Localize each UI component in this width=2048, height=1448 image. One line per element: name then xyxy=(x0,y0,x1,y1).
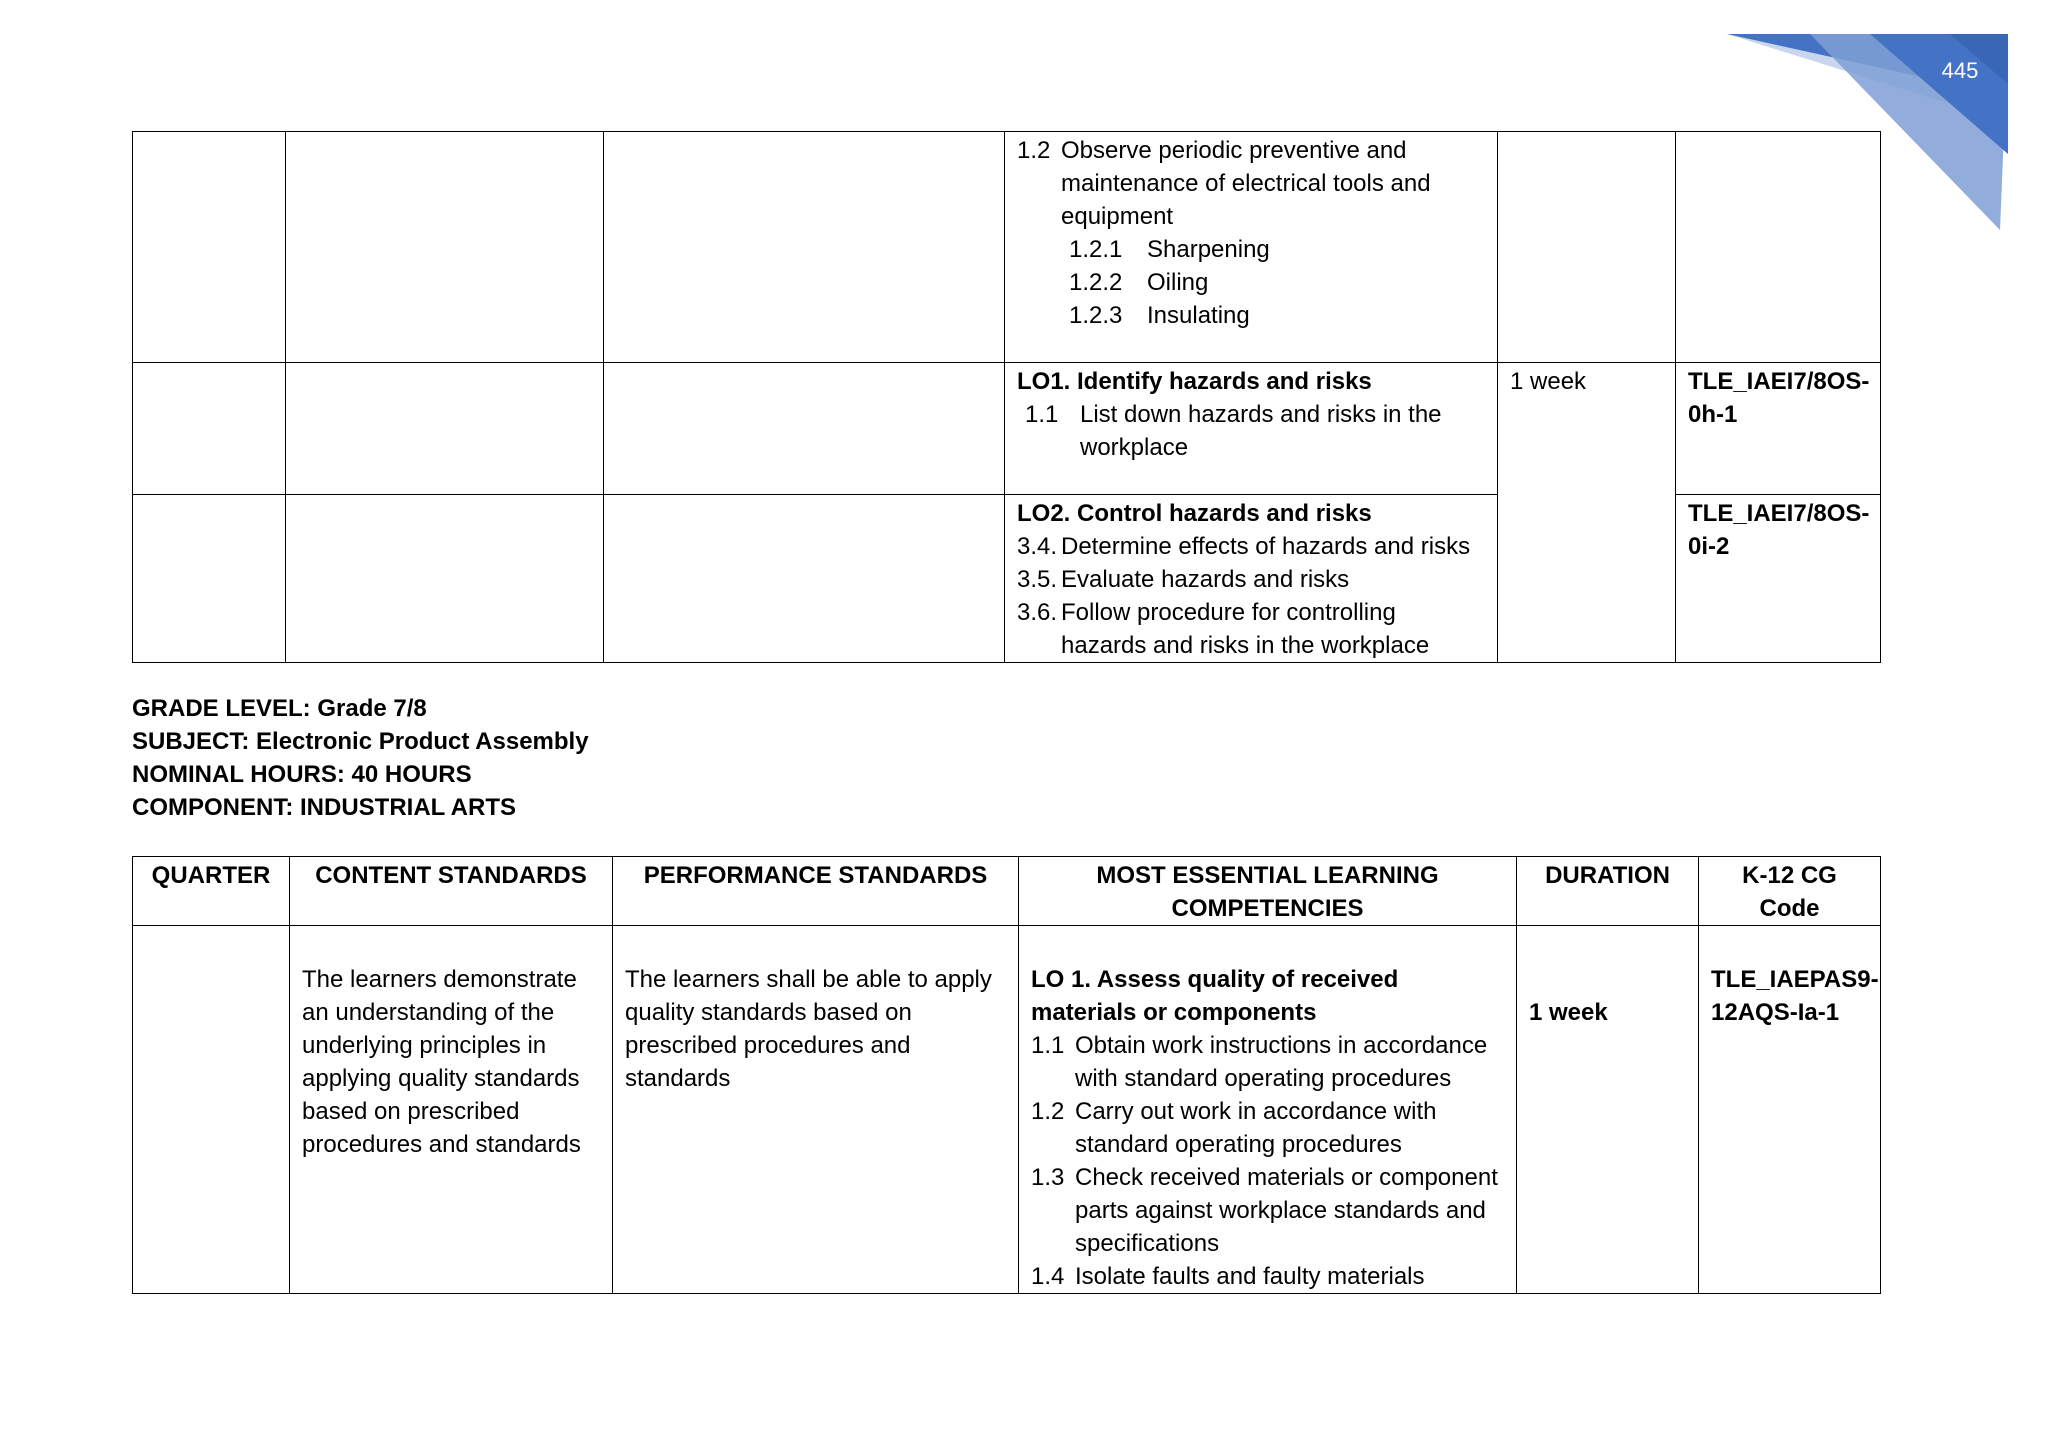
competency-cell xyxy=(1005,363,1498,495)
list-item: 1.1 Obtain work instructions in accordance with standard operating procedures xyxy=(1031,1032,1488,1092)
header-content-standards: CONTENT STANDARDS xyxy=(290,857,613,926)
table-row xyxy=(133,363,1881,495)
page-number: 445 xyxy=(1941,58,1979,83)
list-item: 1.1 List down hazards and risks in the workplace xyxy=(1025,401,1442,461)
list-item: 1.2.2 Oiling xyxy=(1069,269,1209,296)
table-header-row xyxy=(133,857,1881,926)
lo-title: LO2. Control hazards and risks xyxy=(1017,500,1372,527)
list-item: 1.2.3 Insulating xyxy=(1069,302,1250,329)
list-item: 1.2 Carry out work in accordance with standard operating procedures xyxy=(1031,1098,1437,1158)
code-cell: TLE_IAEPAS9-12AQS-Ia-1 xyxy=(1699,926,1881,1294)
competency-cell xyxy=(1005,132,1498,363)
code-cell: TLE_IAEI7/8OS-0i-2 xyxy=(1676,495,1881,663)
list-item: 1.2.1 Sharpening xyxy=(1069,236,1270,263)
duration-cell: 1 week xyxy=(1517,926,1699,1294)
duration-cell: 1 week xyxy=(1498,363,1676,663)
competency-cell xyxy=(1005,495,1498,663)
subject: SUBJECT: Electronic Product Assembly xyxy=(132,728,589,755)
header-competencies: MOST ESSENTIAL LEARNING COMPETENCIES xyxy=(1019,857,1517,926)
lo-title: LO1. Identify hazards and risks xyxy=(1017,368,1372,395)
list-item: 3.5. Evaluate hazards and risks xyxy=(1017,566,1350,593)
table-row xyxy=(133,926,1881,1294)
nominal-hours: NOMINAL HOURS: 40 HOURS xyxy=(132,761,472,788)
header-code: K-12 CG Code xyxy=(1699,857,1881,926)
performance-standards-cell: The learners shall be able to apply quality standards based on prescribed procedures and standards xyxy=(613,926,1019,1294)
list-item: 1.4 Isolate faults and faulty materials xyxy=(1031,1263,1425,1290)
competency-cell xyxy=(1019,926,1517,1294)
lo-title: LO 1. Assess quality of received materials or components xyxy=(1031,966,1399,1026)
header-quarter: QUARTER xyxy=(133,857,290,926)
list-item: 3.4. Determine effects of hazards and risks xyxy=(1017,533,1471,560)
component: COMPONENT: INDUSTRIAL ARTS xyxy=(132,794,516,821)
table-continued xyxy=(132,131,1881,663)
list-item: 1.3 Check received materials or component parts against workplace standards and specifications xyxy=(1031,1164,1498,1257)
list-item: 3.6. Follow procedure for controlling hazards and risks in the workplace xyxy=(1017,599,1430,659)
curriculum-table xyxy=(132,856,1881,1294)
code-cell: TLE_IAEI7/8OS-0h-1 xyxy=(1676,363,1881,495)
content-standards-cell: The learners demonstrate an understanding of the underlying principles in applying quality standards based on prescribed procedures and standards xyxy=(290,926,613,1294)
subject-heading xyxy=(132,692,589,824)
list-item: 1.2 Observe periodic preventive and maintenance of electrical tools and equipment xyxy=(1017,137,1431,230)
quarter-cell xyxy=(133,926,290,1294)
header-performance-standards: PERFORMANCE STANDARDS xyxy=(613,857,1019,926)
grade-level: GRADE LEVEL: Grade 7/8 xyxy=(132,695,427,722)
table-row xyxy=(133,132,1881,363)
header-duration: DURATION xyxy=(1517,857,1699,926)
